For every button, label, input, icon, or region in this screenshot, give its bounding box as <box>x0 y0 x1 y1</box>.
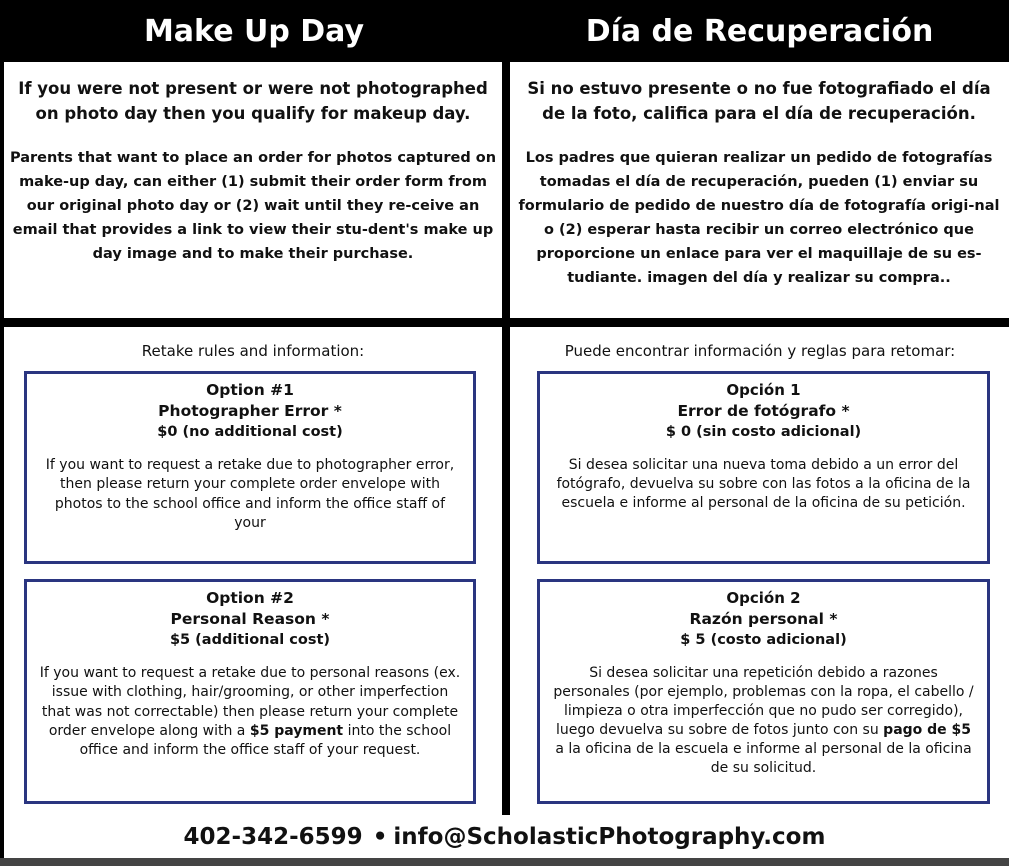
contact-footer <box>0 818 1009 856</box>
option-description: Si desea solicitar una nueva toma debido a un error del fotógrafo, devuelva su sobre con las fotos a la oficina de la escuela e informe al personal de la oficina de su petición. <box>556 457 971 511</box>
option-cost: $5 (additional cost) <box>169 632 331 648</box>
frame-left-border <box>0 0 4 866</box>
footer-separator: • <box>372 824 388 850</box>
option-subtitle: Razón personal * <box>689 610 838 628</box>
option-description-end: into the school office and inform the office staff of your request. <box>79 722 452 759</box>
option-cost: $ 5 (costo adicional) <box>680 632 847 648</box>
payment-amount: pago de $5 <box>883 722 972 738</box>
intro-english-body: Parents that want to place an order for photos captured on make-up day, can either (1) submit their order form from our original photo day or (2) wait until they re-ceive an email that provides a link to view their stu-dent's make up day image and to make their purchase. <box>9 150 497 262</box>
option-title: Opción 1 <box>726 381 801 399</box>
option-box-english-1 <box>24 371 476 564</box>
header-bar <box>0 0 1009 62</box>
header-title-english: Make Up Day <box>143 14 365 49</box>
payment-amount: $5 payment <box>249 722 344 739</box>
option-description-start: Si desea solicitar una repetición debido a razones personales (por ejemplo, problemas con la ropa, el cabello / limpieza o otra imperfección que no pudo ser corregido), luego devuelva su sobre de fotos junto con su <box>553 665 974 738</box>
intro-spanish-lead: Si no estuvo presente o no fue fotografiado el día de la foto, califica para el día de recuperación. <box>527 79 991 123</box>
option-description: If you want to request a retake due to photographer error, then please return your complete order envelope with photos to the school office and inform the office staff of your <box>45 457 455 531</box>
frame-bottom-border <box>0 858 1009 866</box>
option-subtitle: Personal Reason * <box>170 610 330 628</box>
option-title: Option #1 <box>206 381 294 399</box>
option-description <box>37 664 463 760</box>
option-description-end: a la oficina de la escuela e informe al personal de la oficina de su solicitud. <box>555 741 972 776</box>
option-cost: $ 0 (sin costo adicional) <box>665 424 862 440</box>
option-subtitle: Photographer Error * <box>158 402 342 420</box>
option-title: Opción 2 <box>726 589 801 607</box>
header-title-spanish: Día de Recuperación <box>585 14 934 49</box>
option-description <box>550 664 977 778</box>
phone-number: 402-342-6599 <box>183 824 363 850</box>
vertical-divider <box>502 62 510 815</box>
intro-english <box>8 76 498 266</box>
option-description-start: If you want to request a retake due to personal reasons (ex. issue with clothing, hair/grooming, or other imperfection that was not correctable) then please return your complete order envelope along with a <box>39 665 461 739</box>
option-subtitle: Error de fotógrafo * <box>677 402 850 420</box>
option-box-spanish-1 <box>537 371 990 564</box>
intro-spanish <box>513 76 1005 290</box>
option-title: Option #2 <box>206 589 294 607</box>
intro-spanish-body: Los padres que quieran realizar un pedido de fotografías tomadas el día de recuperación, pueden (1) enviar su formulario de pedido de nuestro día de fotografía origi-nal o (2) esperar hasta recibir un correo electrónico que proporcione un enlace para ver el maquillaje de su es-tudiante. imagen del día y realizar su compra.. <box>518 150 1000 286</box>
retake-heading-spanish: Puede encontrar información y reglas para retomar: <box>564 342 956 360</box>
option-cost: $0 (no additional cost) <box>157 424 343 440</box>
email-address: info@ScholasticPhotography.com <box>393 824 826 850</box>
option-box-english-2 <box>24 579 476 804</box>
option-box-spanish-2 <box>537 579 990 804</box>
intro-english-lead: If you were not present or were not photographed on photo day then you qualify for makeup day. <box>18 79 488 123</box>
retake-heading-english: Retake rules and information: <box>141 342 365 360</box>
horizontal-divider <box>0 318 1009 327</box>
